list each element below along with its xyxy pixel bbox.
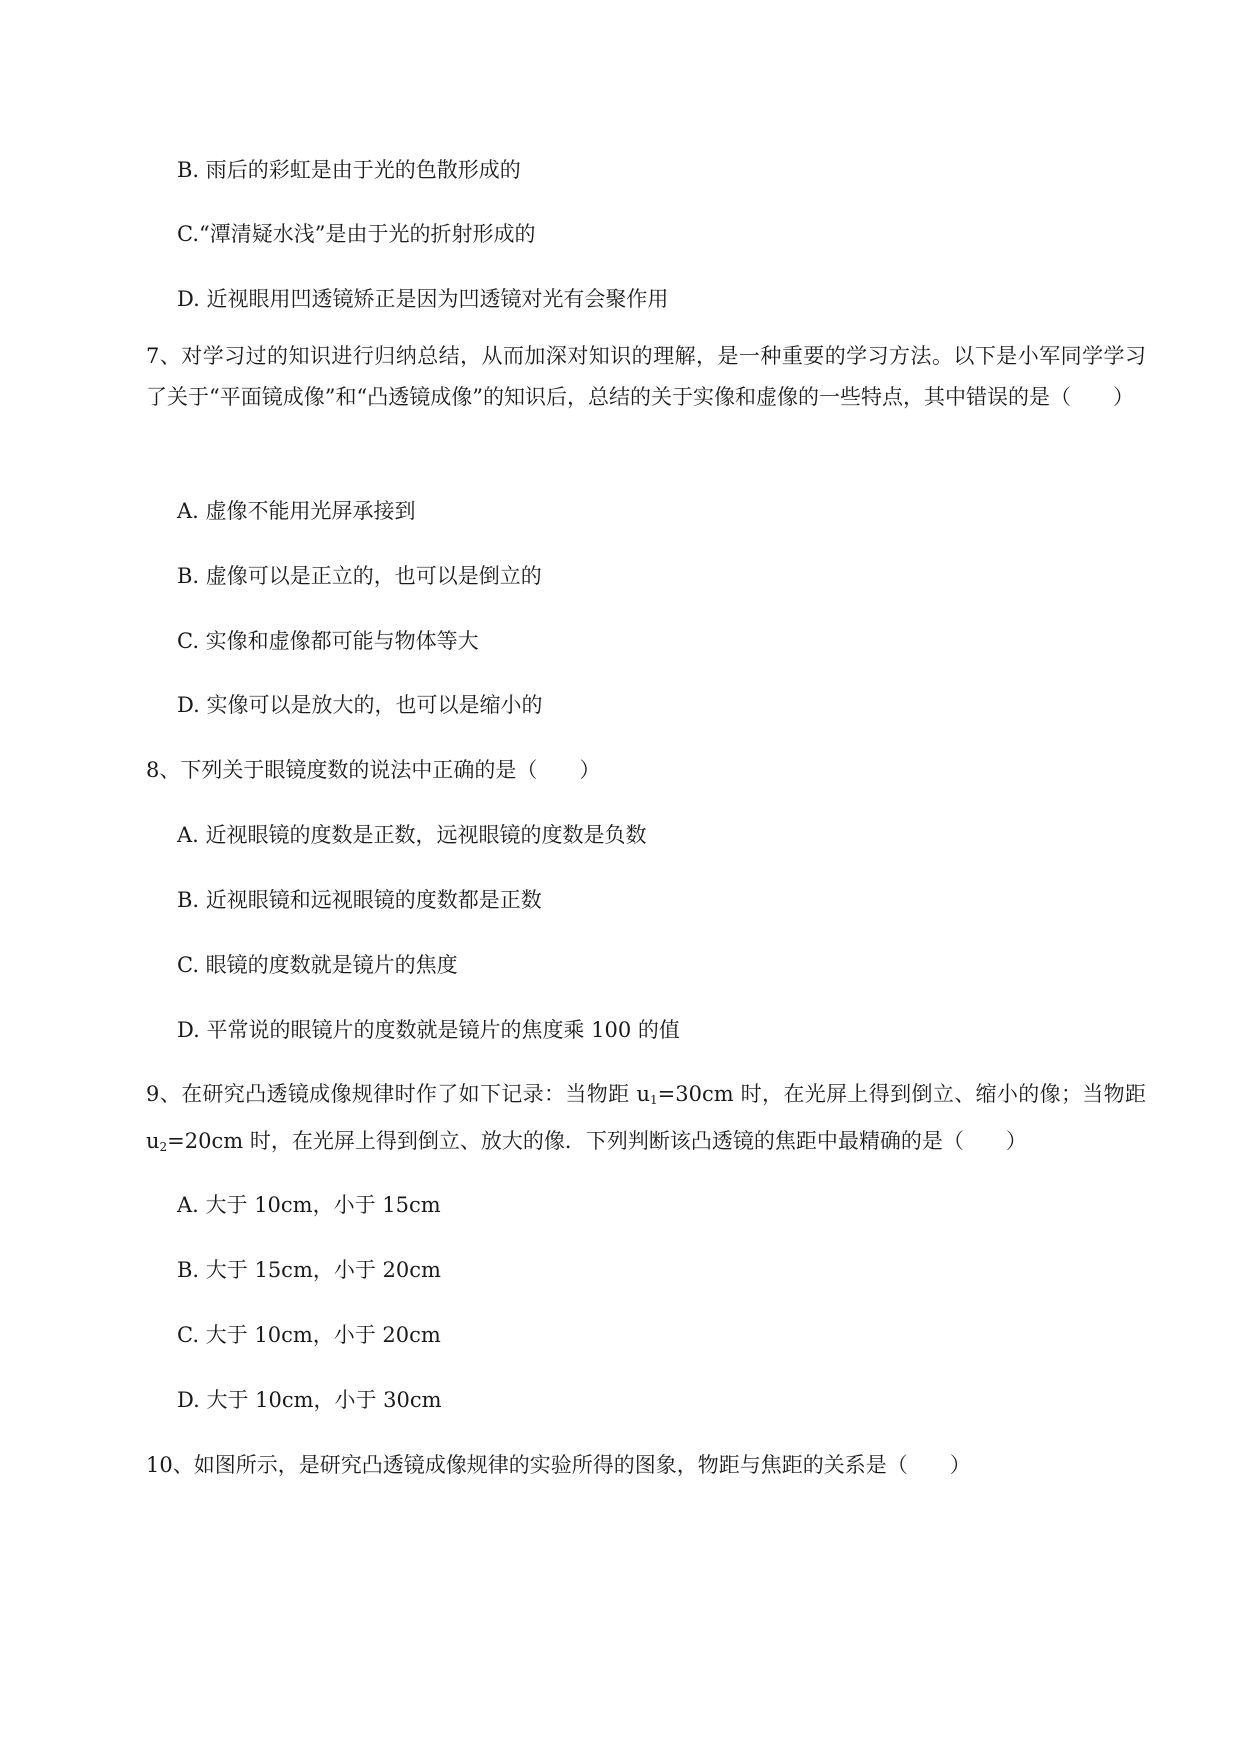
q9-option-a: A. 大于 10cm，小于 15cm: [177, 1193, 441, 1217]
q8-option-b: B. 近视眼镜和远视眼镜的度数都是正数: [177, 888, 542, 912]
q7-stem: 7、对学习过的知识进行归纳总结，从而加深对知识的理解，是一种重要的学习方法。以下是小军同学学习了关于“平面镜成像”和“凸透镜成像”的知识后，总结的关于实像和虚像的一些特点，其中错误的是（ ）: [146, 344, 1146, 409]
q9-stem-part2: =30cm 时，在光屏上得到倒立、缩小的像；当物距 u: [146, 1082, 1147, 1153]
q9-stem-part1: 9、在研究凸透镜成像规律时作了如下记录：当物距 u: [146, 1082, 651, 1106]
q7-option-d: D. 实像可以是放大的，也可以是缩小的: [177, 693, 543, 717]
q9-subscript-2: 2: [159, 1140, 168, 1154]
q6-option-c: C.“潭清疑水浅”是由于光的折射形成的: [177, 222, 536, 246]
q7-option-b: B. 虚像可以是正立的，也可以是倒立的: [177, 564, 542, 588]
q6-option-b: B. 雨后的彩虹是由于光的色散形成的: [177, 158, 521, 182]
q8-stem: 8、下列关于眼镜度数的说法中正确的是（ ）: [146, 758, 601, 782]
q9-subscript-1: 1: [650, 1093, 658, 1107]
q9-stem-part3: =20cm 时，在光屏上得到倒立、放大的像．下列判断该凸透镜的焦距中最精确的是（ ）: [167, 1129, 1027, 1153]
q10-stem: 10、如图所示，是研究凸透镜成像规律的实验所得的图象，物距与焦距的关系是（ ）: [146, 1453, 971, 1477]
q7-option-a: A. 虚像不能用光屏承接到: [177, 499, 416, 523]
q6-option-d: D. 近视眼用凹透镜矫正是因为凹透镜对光有会聚作用: [177, 287, 669, 311]
q9-option-b: B. 大于 15cm，小于 20cm: [177, 1258, 441, 1282]
q9-option-c: C. 大于 10cm，小于 20cm: [177, 1323, 441, 1347]
q9-stem: [146, 1074, 1146, 1168]
q8-option-c: C. 眼镜的度数就是镜片的焦度: [177, 953, 458, 977]
q7-option-c: C. 实像和虚像都可能与物体等大: [177, 629, 479, 653]
q8-option-a: A. 近视眼镜的度数是正数，远视眼镜的度数是负数: [177, 823, 647, 847]
q9-option-d: D. 大于 10cm，小于 30cm: [177, 1388, 442, 1412]
q8-option-d: D. 平常说的眼镜片的度数就是镜片的焦度乘 100 的值: [177, 1018, 680, 1042]
